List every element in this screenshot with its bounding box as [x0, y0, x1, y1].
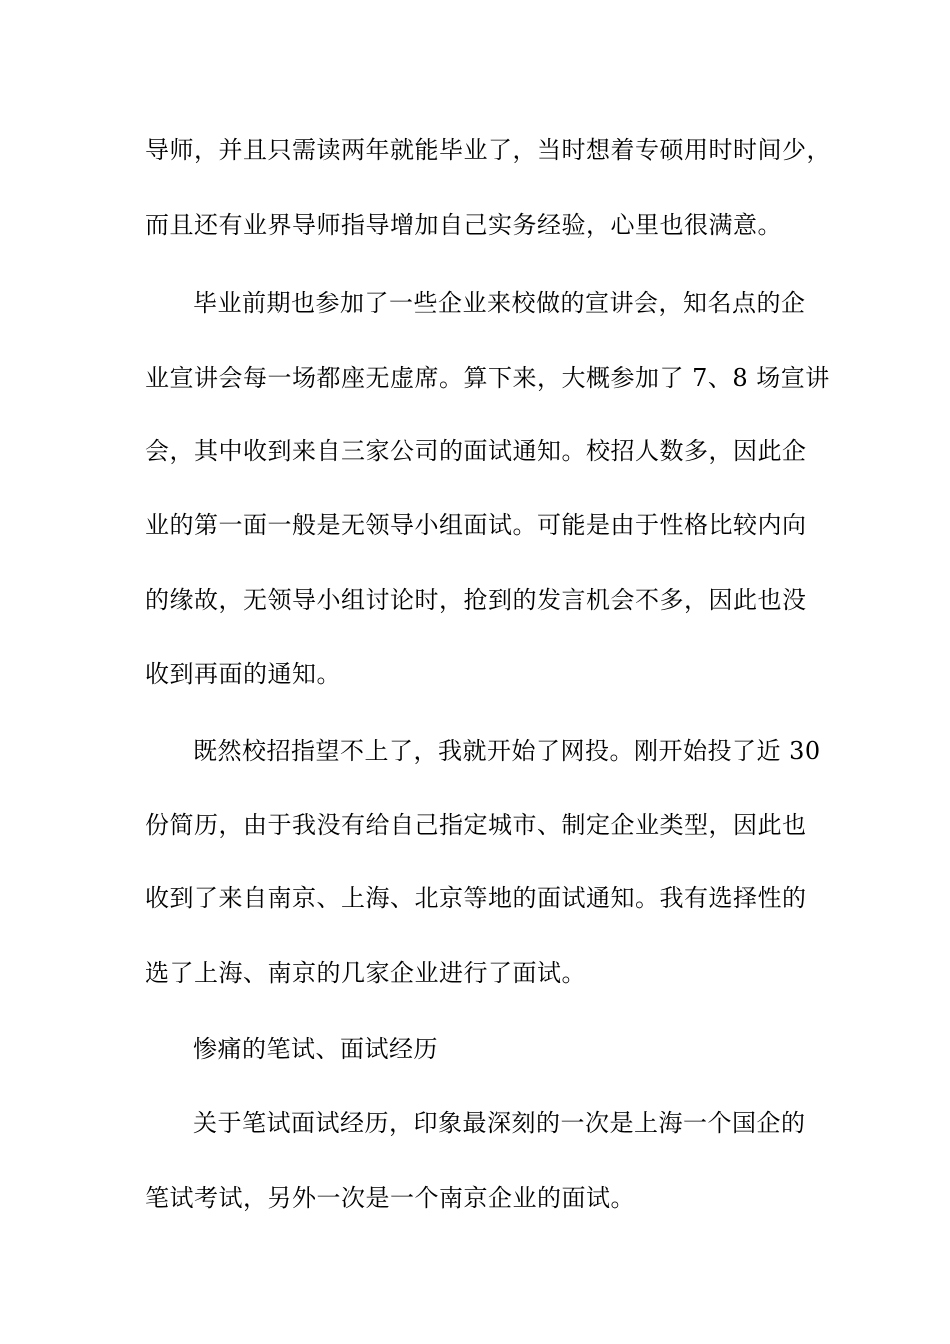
- paragraph-line: 导师，并且只需读两年就能毕业了，当时想着专硕用时时间少，: [145, 136, 831, 164]
- paragraph-line: 关于笔试面试经历，印象最深刻的一次是上海一个国企的: [193, 1109, 806, 1137]
- paragraph-line: 而且还有业界导师指导增加自己实务经验，心里也很满意。: [145, 211, 782, 239]
- paragraph-line: 的缘故，无领导小组讨论时，抢到的发言机会不多，因此也没: [145, 586, 807, 614]
- paragraph-line: 收到了来自南京、上海、北京等地的面试通知。我有选择性的: [145, 884, 807, 912]
- section-heading: 惨痛的笔试、面试经历: [193, 1035, 438, 1063]
- paragraph-line: 笔试考试，另外一次是一个南京企业的面试。: [145, 1184, 635, 1212]
- paragraph-line: 收到再面的通知。: [145, 660, 341, 688]
- paragraph-line: 业宣讲会每一场都座无虚席。算下来，大概参加了 7、8 场宣讲: [145, 364, 830, 392]
- paragraph-line: 毕业前期也参加了一些企业来校做的宣讲会，知名点的企: [193, 289, 806, 317]
- paragraph-line: 业的第一面一般是无领导小组面试。可能是由于性格比较内向: [145, 511, 807, 539]
- paragraph-line: 份简历，由于我没有给自己指定城市、制定企业类型，因此也: [145, 811, 807, 839]
- paragraph-line: 会，其中收到来自三家公司的面试通知。校招人数多，因此企: [145, 437, 807, 465]
- paragraph-line: 既然校招指望不上了，我就开始了网投。刚开始投了近 30: [193, 737, 821, 765]
- paragraph-line: 选了上海、南京的几家企业进行了面试。: [145, 959, 586, 987]
